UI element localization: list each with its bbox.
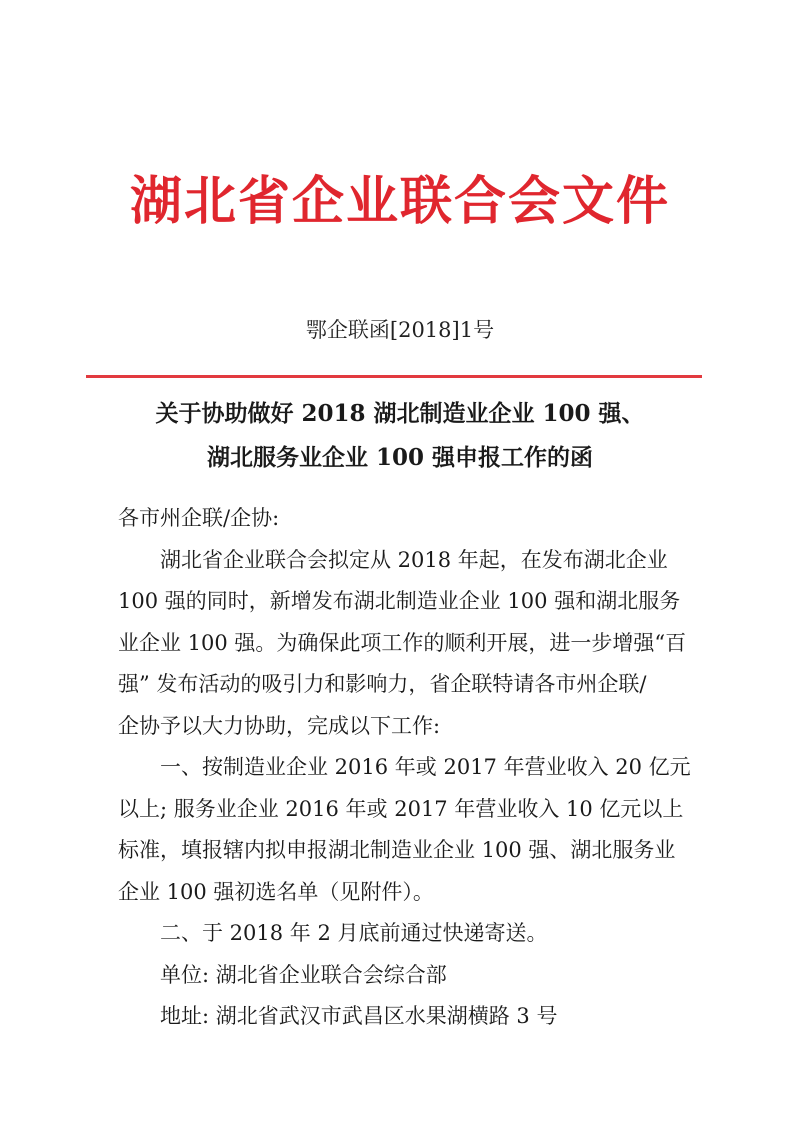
address-line: 地址: 湖北省武汉市武昌区水果湖横路 3 号 (160, 1004, 558, 1028)
item1-line-4: 企业 100 强初选名单（见附件）。 (118, 879, 434, 904)
item2: 二、于 2018 年 2 月底前通过快递寄送。 (160, 921, 548, 945)
item1-line-1: 一、按制造业企业 2016 年或 2017 年营业收入 20 亿元 (160, 755, 691, 779)
para1-line-3: 业企业 100 强。为确保此项工作的顺利开展，进一步增强“百 (118, 630, 687, 655)
document-number: 鄂企联函[2018]1号 (305, 318, 495, 342)
letter-title-line-1: 关于协助做好 2018 湖北制造业企业 100 强、 (155, 400, 645, 427)
red-divider-rule (86, 375, 702, 378)
letter-body (118, 498, 698, 1038)
letter-title (0, 392, 800, 480)
org-letterhead-title: 湖北省企业联合会文件 (129, 172, 670, 232)
para1-line-1: 湖北省企业联合会拟定从 2018 年起，在发布湖北企业 (160, 547, 668, 572)
salutation: 各市州企联/企协: (118, 506, 280, 530)
item1-line-2: 以上; 服务业企业 2016 年或 2017 年营业收入 10 亿元以上 (118, 796, 684, 821)
para1-line-2: 100 强的同时，新增发布湖北制造业企业 100 强和湖北服务 (118, 589, 681, 613)
para1-line-5: 企协予以大力协助，完成以下工作: (118, 713, 441, 738)
item1-line-3: 标准，填报辖内拟申报湖北制造业企业 100 强、湖北服务业 (118, 838, 676, 862)
unit-line: 单位: 湖北省企业联合会综合部 (160, 962, 447, 987)
letter-title-line-2: 湖北服务业企业 100 强申报工作的函 (206, 444, 594, 471)
para1-line-4: 强” 发布活动的吸引力和影响力，省企联特请各市州企联/ (118, 672, 647, 696)
